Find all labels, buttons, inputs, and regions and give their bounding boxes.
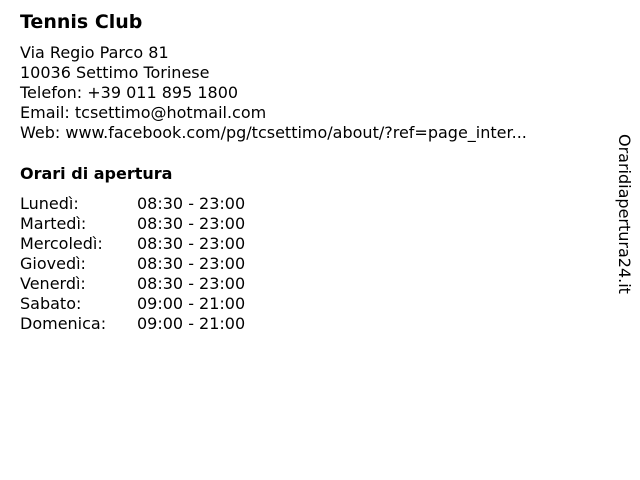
day-label: Mercoledì: [20, 234, 103, 253]
email-address: Email: tcsettimo@hotmail.com [20, 103, 267, 122]
time-range: 08:30 - 23:00 [137, 194, 246, 213]
hours-row-saturday [20, 294, 245, 314]
hours-row-sunday [20, 314, 245, 334]
hours-row-thursday [20, 254, 245, 274]
time-range: 08:30 - 23:00 [137, 274, 246, 293]
hours-row-tuesday [20, 214, 245, 234]
contact-block [20, 43, 527, 143]
opening-hours-heading: Orari di apertura [20, 164, 173, 183]
day-label: Lunedì: [20, 194, 79, 213]
opening-hours-table [20, 194, 245, 334]
hours-row-wednesday [20, 234, 245, 254]
time-range: 08:30 - 23:00 [137, 254, 246, 273]
website-link[interactable]: Web: www.facebook.com/pg/tcsettimo/about/?ref=page_inter... [20, 123, 527, 142]
day-label: Domenica: [20, 314, 107, 333]
day-label: Martedì: [20, 214, 87, 233]
street-address: Via Regio Parco 81 [20, 43, 169, 62]
day-label: Giovedì: [20, 254, 86, 273]
day-label: Venerdì: [20, 274, 86, 293]
time-range: 09:00 - 21:00 [137, 314, 246, 333]
hours-row-monday [20, 194, 245, 214]
business-title: Tennis Club [20, 11, 143, 33]
hours-row-friday [20, 274, 245, 294]
time-range: 09:00 - 21:00 [137, 294, 246, 313]
day-label: Sabato: [20, 294, 82, 313]
city-address: 10036 Settimo Torinese [20, 63, 210, 82]
time-range: 08:30 - 23:00 [137, 234, 246, 253]
phone-number: Telefon: +39 011 895 1800 [20, 83, 239, 102]
time-range: 08:30 - 23:00 [137, 214, 246, 233]
site-watermark: Oraridiapertura24.it [615, 134, 634, 294]
